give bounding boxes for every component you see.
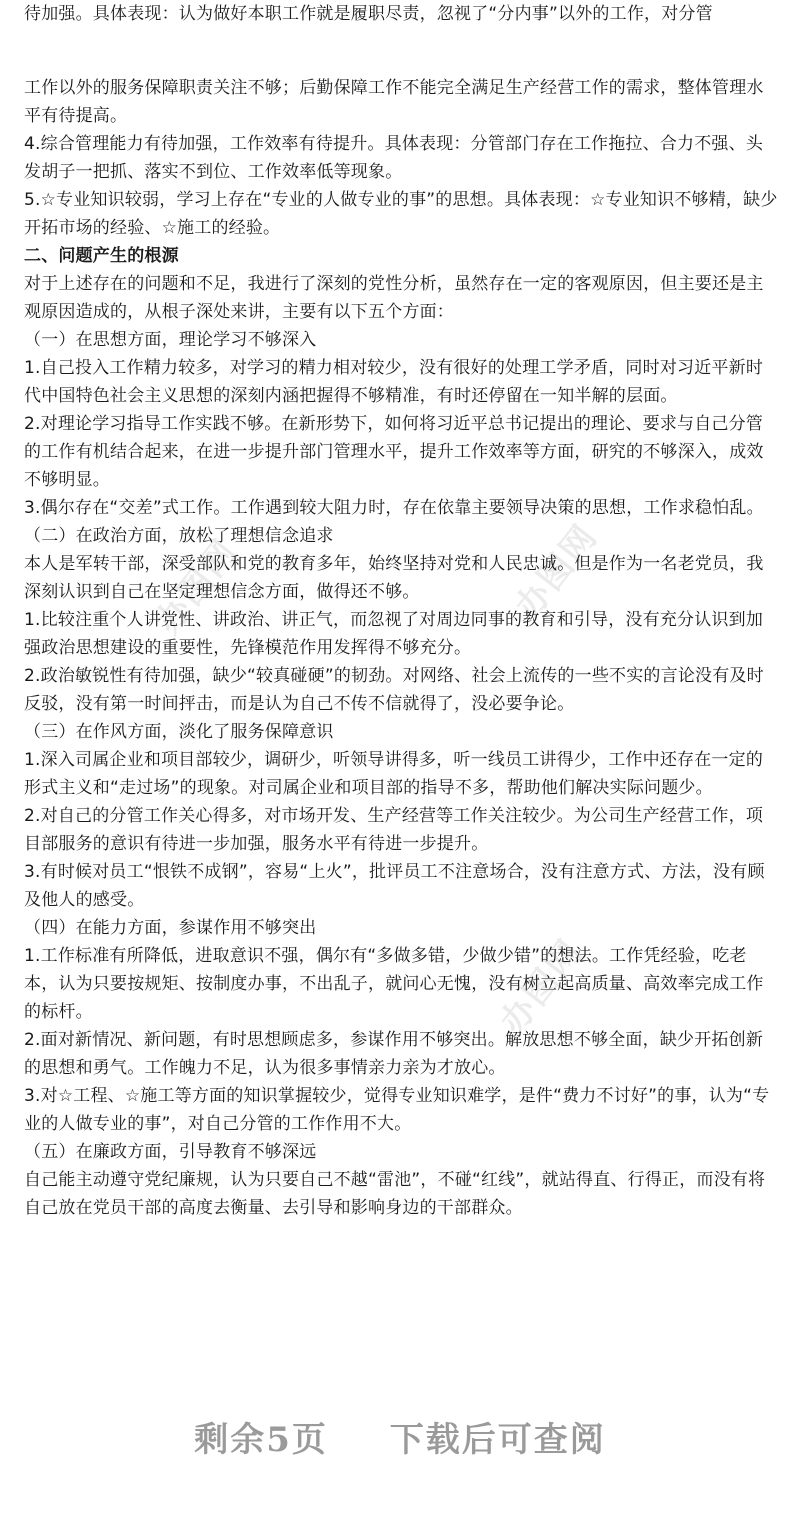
- paragraph: 对于上述存在的问题和不足，我进行了深刻的党性分析，虽然存在一定的客观原因，但主要还是主观原因造成的，从根子深处来讲，主要有以下五个方面：: [24, 274, 764, 322]
- subsection-heading: （一）在思想方面，理论学习不够深入: [24, 330, 317, 350]
- paragraph: 1.比较注重个人讲党性、讲政治、讲正气，而忽视了对周边同事的教育和引导，没有充分认识到加强政治思想建设的重要性，先锋模范作用发挥得不够充分。: [24, 610, 764, 658]
- paragraph: 1.深入司属企业和项目部较少，调研少，听领导讲得多，听一线员工讲得少，工作中还存在一定的形式主义和“走过场”的现象。对司属企业和项目部的指导不多，帮助他们解决实际问题少。: [24, 750, 764, 798]
- paragraph: 自己能主动遵守党纪廉规，认为只要自己不越“雷池”，不碰“红线”，就站得直、行得正，而没有将自己放在党员干部的高度去衡量、去引导和影响身边的干部群众。: [24, 1170, 766, 1218]
- subsection-heading: （二）在政治方面，放松了理想信念追求: [24, 526, 334, 546]
- top-line: 待加强。具体表现：认为做好本职工作就是履职尽责，忽视了“分内事”以外的工作，对分管: [24, 4, 713, 24]
- paragraph: 工作以外的服务保障职责关注不够；后勤保障工作不能完全满足生产经营工作的需求，整体管理水平有待提高。: [24, 78, 764, 126]
- paragraph: 4.综合管理能力有待加强，工作效率有待提升。具体表现：分管部门存在工作拖拉、合力不强、头发胡子一把抓、落实不到位、工作效率低等现象。: [24, 134, 764, 182]
- paragraph: 2.面对新情况、新问题，有时思想顾虑多，参谋作用不够突出。解放思想不够全面，缺少开拓创新的思想和勇气。工作魄力不足，认为很多事情亲力亲为才放心。: [24, 1030, 764, 1078]
- paragraph: 1.工作标准有所降低，进取意识不强，偶尔有“多做多错，少做少错”的想法。工作凭经验，吃老本，认为只要按规矩、按制度办事，不出乱子，就问心无愧，没有树立起高质量、高效率完成工作的标杆。: [24, 946, 764, 1022]
- subsection-heading: （三）在作风方面，淡化了服务保障意识: [24, 722, 334, 742]
- paragraph: 2.政治敏锐性有待加强，缺少“较真碰硬”的韧劲。对网络、社会上流传的一些不实的言论没有及时反驳，没有第一时间抨击，而是认为自己不传不信就得了，没必要争论。: [24, 666, 764, 714]
- paragraph: 2.对自己的分管工作关心得多，对市场开发、生产经营等工作关注较少。为公司生产经营工作，项目部服务的意识有待进一步加强，服务水平有待进一步提升。: [24, 806, 764, 854]
- paragraph: 本人是军转干部，深受部队和党的教育多年，始终坚持对党和人民忠诚。但是作为一名老党员，我深刻认识到自己在坚定理想信念方面，做得还不够。: [24, 554, 764, 602]
- section-heading: 二、问题产生的根源: [24, 246, 179, 266]
- paragraph: 2.对理论学习指导工作实践不够。在新形势下，如何将习近平总书记提出的理论、要求与自己分管的工作有机结合起来，在进一步提升部门管理水平，提升工作效率等方面，研究的不够深入，成效不够明显。: [24, 414, 764, 490]
- top-fragment: [24, 0, 780, 28]
- remaining-pages-label: 剩余5页: [194, 1420, 328, 1460]
- paragraph: 3.对☆工程、☆施工等方面的知识掌握较少，觉得专业知识难学，是件“费力不讨好”的事，认为“专业的人做专业的事”，对自己分管的工作作用不大。: [24, 1086, 770, 1134]
- watermark-3: 办图网: [492, 931, 591, 1042]
- download-prompt[interactable]: [0, 1412, 800, 1461]
- paragraph: 3.偶尔存在“交差”式工作。工作遇到较大阻力时，存在依靠主要领导决策的思想，工作求稳怕乱。: [24, 498, 764, 518]
- subsection-heading: （五）在廉政方面，引导教育不够深远: [24, 1142, 317, 1162]
- paragraph: 1.自己投入工作精力较多，对学习的精力相对较少，没有很好的处理工学矛盾，同时对习近平新时代中国特色社会主义思想的深刻内涵把握得不够精准，有时还停留在一知半解的层面。: [24, 358, 764, 406]
- subsection-heading: （四）在能力方面，参谋作用不够突出: [24, 918, 317, 938]
- paragraph: 3.有时候对员工“恨铁不成钢”，容易“上火”，批评员工不注意场合，没有注意方式、方法，没有顾及他人的感受。: [24, 862, 765, 910]
- watermark-2: 办图网: [507, 516, 606, 627]
- download-to-view-label: 下载后可查阅: [389, 1420, 606, 1460]
- watermark-1: 办图网: [147, 531, 246, 642]
- paragraph: 5.☆专业知识较弱，学习上存在“专业的人做专业的事”的思想。具体表现：☆专业知识不够精，缺少开拓市场的经验、☆施工的经验。: [24, 190, 778, 238]
- document-body: [24, 74, 780, 1222]
